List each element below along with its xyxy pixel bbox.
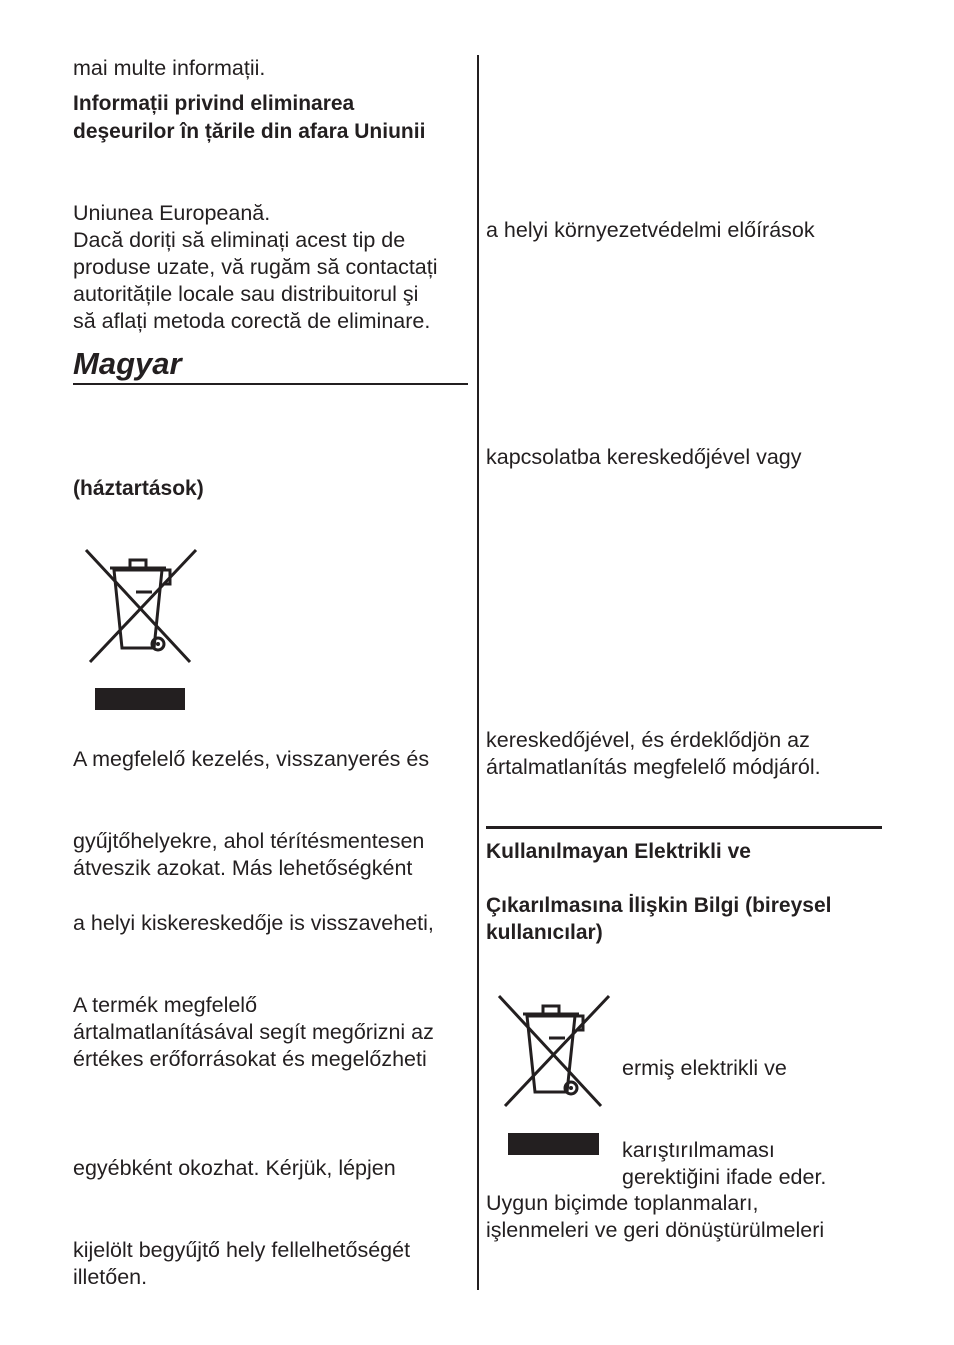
paragraph-line: să aflați metoda corectă de eliminare. <box>73 309 431 333</box>
households-label: (háztartások) <box>73 477 204 500</box>
paragraph: a helyi kiskereskedője is visszaveheti, <box>73 911 434 935</box>
paragraph: kapcsolatba kereskedőjével vagy <box>486 445 802 469</box>
column-divider <box>477 55 479 1290</box>
paragraph-line: produse uzate, vă rugăm să contactați <box>73 255 438 279</box>
paragraph: A megfelelő kezelés, visszanyerés és <box>73 747 430 771</box>
paragraph-line: gyűjtőhelyekre, ahol térítésmentesen <box>73 829 425 853</box>
section-rule <box>486 826 882 829</box>
crossed-out-wheelie-bin-icon <box>84 548 198 666</box>
paragraph-line: Dacă doriți să eliminați acest tip de <box>73 228 406 252</box>
paragraph-line: A termék megfelelő <box>73 993 258 1017</box>
paragraph: a helyi környezetvédelmi előírások <box>486 218 815 242</box>
section-heading-tr-2: Çıkarılmasına İlişkin Bilgi (bireysel <box>486 894 832 917</box>
paragraph-line: kijelölt begyűjtő hely fellelhetőségét <box>73 1238 411 1262</box>
paragraph-line: karıştırılmaması <box>622 1138 775 1162</box>
paragraph-line: kereskedőjével, és érdeklődjön az <box>486 728 810 752</box>
section-heading-tr-1: Kullanılmayan Elektrikli ve <box>486 840 751 863</box>
bin-underline-bar <box>95 688 185 710</box>
paragraph-line: ártalmatlanítás megfelelő módjáról. <box>486 755 821 779</box>
paragraph-line: illetően. <box>73 1265 148 1289</box>
paragraph-line: átveszik azokat. Más lehetőségként <box>73 856 413 880</box>
section-title-magyar: Magyar <box>73 346 468 385</box>
section-heading-tr-3: kullanıcılar) <box>486 921 603 944</box>
section-heading-ro-2: deşeurilor în țările din afara Uniunii <box>73 120 426 143</box>
paragraph-line: Uygun biçimde toplanmaları, <box>486 1191 759 1215</box>
paragraph: egyébként okozhat. Kérjük, lépjen <box>73 1156 396 1180</box>
paragraph-line: autoritățile locale sau distribuitorul şi <box>73 282 419 306</box>
paragraph-line: értékes erőforrásokat és megelőzheti <box>73 1047 427 1071</box>
paragraph-line: işlenmeleri ve geri dönüştürülmeleri <box>486 1218 825 1242</box>
paragraph: mai multe informații. <box>73 56 266 80</box>
paragraph-line: ártalmatlanításával segít megőrizni az <box>73 1020 434 1044</box>
paragraph-line: Uniunea Europeană. <box>73 201 271 225</box>
section-heading-ro-1: Informații privind eliminarea <box>73 92 355 115</box>
paragraph-line: gerektiğini ifade eder. <box>622 1165 827 1189</box>
crossed-out-wheelie-bin-icon <box>497 994 611 1110</box>
bin-underline-bar <box>508 1133 599 1155</box>
paragraph: ermiş elektrikli ve <box>622 1056 787 1080</box>
